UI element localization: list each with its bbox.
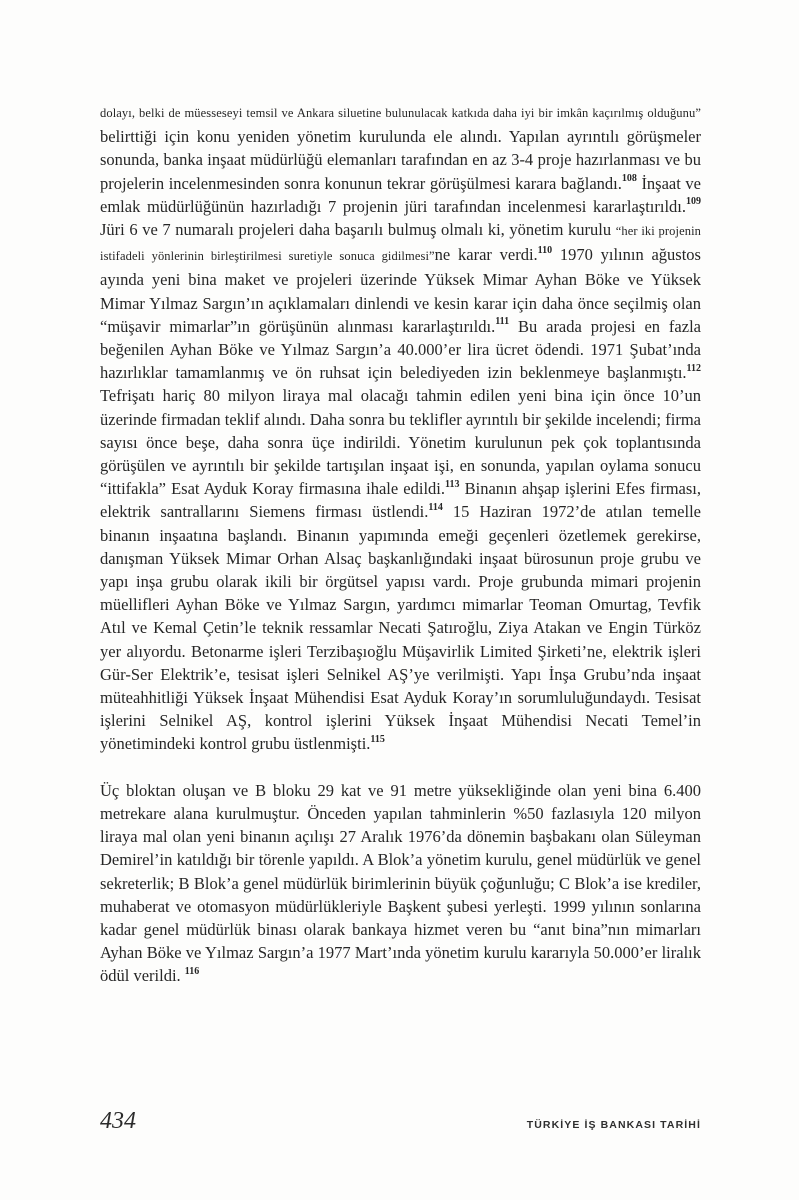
- text-segment: 1970 yılının ağustos ayında yeni bina maket ve projeleri üzerinde Yüksek Mimar Ayhan Böke ve Yüksek Mimar Yılmaz Sargın’ın açıklamaları dinlendi ve kesin karar için daha önce seçilmiş olan “müşavir mimarlar”ın görüşünün alınması kararlaştırıldı.: [100, 245, 701, 336]
- footnote-ref: 109: [686, 196, 701, 208]
- footnote-ref: 112: [686, 362, 701, 374]
- text-segment: Bu arada projesi en fazla beğenilen Ayhan Böke ve Yılmaz Sargın’a 40.000’er lira ücret ödendi. 1971 Şubat’ında hazırlıklar tamamlanmış ve ön ruhsat için belediyeden izin beklenmeye başlanmıştı.: [100, 316, 701, 383]
- page-footer: [100, 1106, 701, 1150]
- footnote-ref: 111: [495, 316, 510, 328]
- footnote-ref: 115: [370, 733, 385, 745]
- footnote-ref: 114: [428, 501, 443, 513]
- text-segment: ne karar verdi.: [434, 245, 538, 265]
- text-segment: Binanın ahşap işlerini Efes firması, elektrik santrallarını Siemens firması üstlendi.: [100, 479, 701, 522]
- page-number: 434: [100, 1108, 136, 1134]
- footnote-ref: 116: [184, 965, 200, 977]
- text-segment: Jüri 6 ve 7 numaralı projeleri daha başarılı bulmuş olmalı ki, yönetim kurulu: [100, 220, 616, 240]
- footnote-ref: 108: [621, 173, 637, 185]
- text-segment: Tefrişatı hariç 80 milyon liraya mal olacağı tahmin edilen yeni bina için önce 10’un üzerinde firmadan teklif alındı. Daha sonra bu teklifler ayrıntılı bir şekilde incelendi; firma sayısı önce beşe, daha sonra üçe indirildi. Yönetim kurulunun pek çok toplantısında görüşülen ve ayrıntılı bir şekilde tartışılan inşaat işi, en sonunda, yapılan oylama sonucu “ittifakla” Esat Ayduk Koray firmasına ihale edildi.: [100, 386, 701, 499]
- running-title: TÜRKİYE İŞ BANKASI TARİHİ: [526, 1119, 701, 1131]
- text-segment: Üç bloktan oluşan ve B bloku 29 kat ve 91 metre yüksekliğinde olan yeni bina 6.400 metrekare alana kurulmuştur. Önceden yapılan tahminlerin %50 fazlasıyla 120 milyon liraya mal olan yeni binanın açılışı 27 Aralık 1976’da dönemin başbakanı olan Süleyman Demirel’in katıldığı bir törenle yapıldı. A Blok’a yönetim kurulu, genel müdürlük ve genel sekreterlik; B Blok’a genel müdürlük birimlerinin büyük çoğunluğu; C Blok’a ise krediler, muhaberat ve otomasyon müdürlükleriyle Başkent şubesi yerleşti. 1999 yılının sonlarına kadar genel müdürlük binası olarak bankaya hizmet veren bu “anıt bina”nın mimarları Ayhan Böke ve Yılmaz Sargın’a 1977 Mart’ında yönetim kurulu kararıyla 50.000’er liralık ödül verildi.: [100, 780, 701, 986]
- page-text-block: [100, 100, 701, 988]
- text-segment: dolayı, belki de müesseseyi temsil ve Ankara siluetine bulunulacak katkıda daha iyi bir imkân kaçırılmış olduğunu”: [100, 106, 701, 120]
- text-segment: 15 Haziran 1972’de atılan temelle binanın inşaatına başlandı. Binanın yapımında emeği geçenleri özetlemek gerekirse, danışman Yüksek Mimar Orhan Alsaç başkanlığındaki inşaat bürosunun proje grubu ve yapı inşa grubu olarak ikili bir örgütsel yapısı vardı. Proje grubunda mimari projenin müellifleri Ayhan Böke ve Yılmaz Sargın, yardımcı mimarlar Teoman Omurtag, Tevfik Atıl ve Kemal Çetin’le teknik ressamlar Necati Şatıroğlu, Ziya Atakan ve Engin Türköz yer alıyordu. Betonarme işleri Terzibaşıoğlu Müşavirlik Limited Şirketi’ne, elektrik işleri Gür-Ser Elektrik’e, tesisat işleri Selnikel AŞ’ye verilmişti. Yapı İnşa Grubu’nda inşaat müteahhitliği Yüksek İnşaat Mühendisi Esat Ayduk Koray’ın sorumluluğundaydı. Tesisat işlerini Selnikel AŞ, kontrol işlerini Yüksek İnşaat Mühendisi Necati Temel’in yönetimindeki kontrol grubu üstlenmişti.: [100, 502, 702, 754]
- footnote-ref: 110: [537, 244, 553, 256]
- text-segment: İnşaat ve emlak müdürlüğünün hazırladığı 7 projenin jüri tarafından incelenmesi kararlaştırıldı.: [100, 173, 701, 216]
- text-segment: “her iki projenin istifadeli yönlerinin birleştirilmesi suretiyle sonuca gidilmesi”: [100, 224, 701, 264]
- paragraph-2: [100, 779, 701, 988]
- paragraph-1: [100, 100, 701, 756]
- footnote-ref: 113: [445, 478, 460, 490]
- text-segment: belirttiği için konu yeniden yönetim kurulunda ele alındı. Yapılan ayrıntılı görüşmeler sonunda, banka inşaat müdürlüğü elemanları tarafından en az 3-4 proje hazırlanması ve bu projelerin incelenmesinden sonra konunun tekrar görüşülmesi karara bağlandı.: [100, 127, 701, 193]
